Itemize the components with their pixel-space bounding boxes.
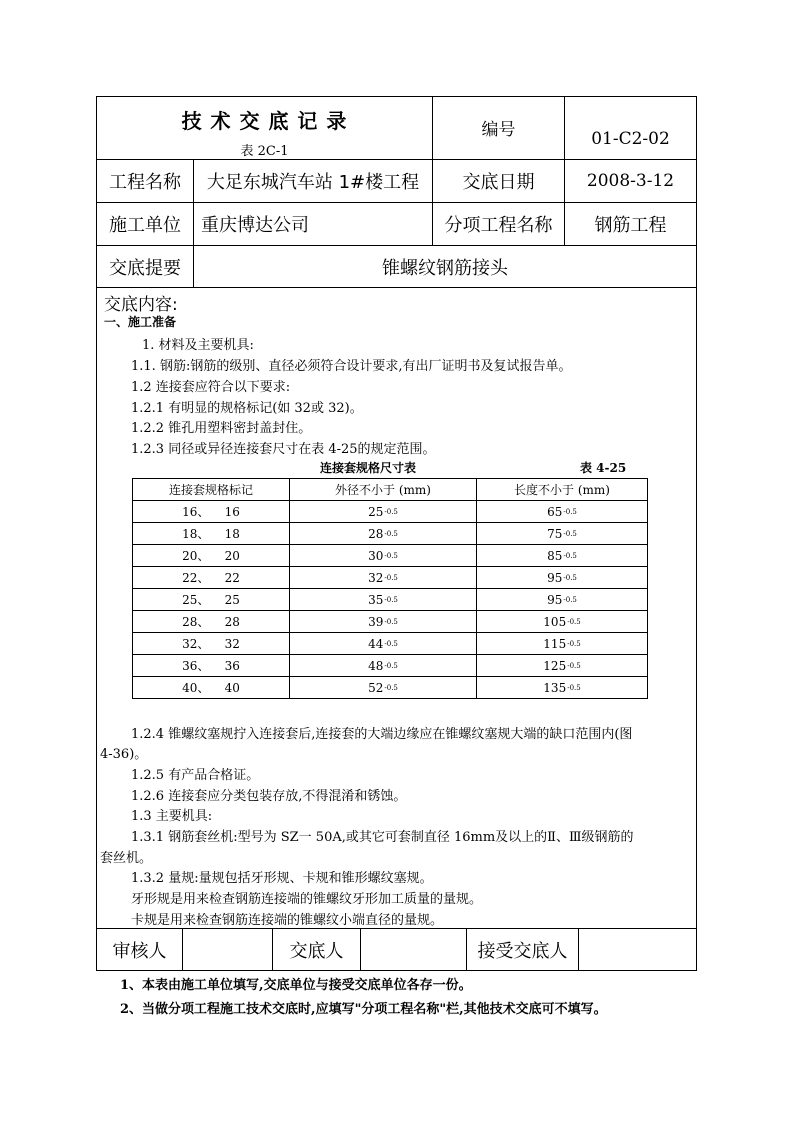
summary-value: 锥螺纹钢筋接头 [382,257,508,279]
content-line: 1.3 主要机具: [131,809,213,824]
number-value: 01-C2-02 [591,129,670,149]
date-value: 2008-3-12 [586,171,675,191]
outer-diameter: 32 [368,570,384,585]
summary-label: 交底提要 [109,257,181,279]
outer-diameter: 35 [368,592,384,607]
outer-diameter: 52 [368,680,384,695]
spec-cell [290,523,476,544]
outer-diameter: 30 [368,548,384,563]
spec-cell: 22、 22 [182,571,240,585]
content-heading: 交底内容: [104,295,178,315]
rule [647,478,648,699]
spec-cell [477,589,647,610]
frame-right [696,96,697,971]
spec-cell [477,677,647,698]
project-label: 工程名称 [109,172,181,193]
tolerance: -0.5 [384,595,398,604]
spec-cell [477,523,647,544]
discloser-label: 交底人 [289,940,344,962]
unit-value: 重庆博达公司 [201,215,309,236]
content-line: 牙形规是用来检查钢筋连接端的锥螺纹牙形加工质量的量规。 [131,892,483,907]
content-line: 1.2.1 有明显的规格标记(如 32或 32)。 [131,401,363,416]
tolerance: -0.5 [384,529,398,538]
rule [132,698,648,699]
tolerance: -0.5 [567,661,581,670]
form-code: 表 2C-1 [240,143,289,159]
spec-cell: 25、 25 [182,593,240,607]
tolerance: -0.5 [563,551,577,560]
footnote-2: 2、当做分项工程施工技术交底时,应填写"分项工程名称"栏,其他技术交底可不填写。 [120,1002,607,1017]
spec-cell [290,633,476,654]
length: 75 [547,526,563,541]
length: 125 [543,658,567,673]
reviewer-field[interactable] [183,929,272,970]
content-line: 1.2.2 锥孔用塑料密封盖封住。 [131,421,312,436]
spec-cell [477,567,647,588]
outer-diameter: 25 [368,504,384,519]
tolerance: -0.5 [567,683,581,692]
tolerance: -0.5 [384,551,398,560]
tolerance: -0.5 [384,639,398,648]
receiver-field[interactable] [579,929,696,970]
spec-cell [290,501,476,522]
content-line: 4-36)。 [100,747,148,762]
length: 135 [543,680,567,695]
spec-cell [477,545,647,566]
discloser-field[interactable] [361,929,466,970]
spec-cell [290,655,476,676]
tolerance: -0.5 [384,661,398,670]
tolerance: -0.5 [384,683,398,692]
table-number: 表 4-25 [580,461,627,475]
tolerance: -0.5 [567,639,581,648]
table-header: 外径不小于 (mm) [335,483,431,497]
spec-cell [290,589,476,610]
date-label: 交底日期 [462,172,535,193]
tolerance: -0.5 [384,507,398,516]
content-line: 1.1. 钢筋:钢筋的级别、直径必须符合设计要求,有出厂证明书及复试报告单。 [131,359,572,374]
tolerance: -0.5 [384,573,398,582]
unit-label: 施工单位 [109,215,181,236]
tolerance: -0.5 [563,595,577,604]
section-heading: 一、施工准备 [104,315,177,329]
length: 95 [547,570,563,585]
tolerance: -0.5 [384,617,398,626]
frame-bottom [96,970,697,971]
reviewer-label: 审核人 [112,940,167,962]
content-line: 套丝机。 [100,851,153,866]
content-line: 1.2.3 同径或异径连接套尺寸在表 4-25的规定范围。 [131,442,436,457]
outer-diameter: 44 [368,636,384,651]
spec-cell: 36、 36 [182,659,240,673]
spec-cell: 28、 28 [182,615,240,629]
tolerance: -0.5 [563,573,577,582]
table-header: 长度不小于 (mm) [514,483,610,497]
outer-diameter: 48 [368,658,384,673]
tolerance: -0.5 [563,529,577,538]
spec-cell [477,655,647,676]
spec-cell: 16、 16 [182,505,240,519]
content-line: 1. 材料及主要机具: [142,338,254,353]
length: 65 [547,504,563,519]
table-header: 连接套规格标记 [168,483,253,497]
tolerance: -0.5 [563,507,577,516]
length: 85 [547,548,563,563]
length: 105 [543,614,567,629]
content-line: 1.2.5 有产品合格证。 [131,768,260,783]
spec-cell [290,545,476,566]
footnote-1: 1、本表由施工单位填写,交底单位与接受交底单位各存一份。 [120,978,472,993]
spec-cell [477,501,647,522]
length: 95 [547,592,563,607]
frame-row4-bottom [96,287,697,288]
receiver-label: 接受交底人 [477,940,568,962]
content-line: 1.3.1 钢筋套丝机:型号为 SZ一 50A,或其它可套制直径 16mm及以上的Ⅱ、Ⅲ级钢筋的 [131,830,634,845]
spec-cell [290,611,476,632]
spec-cell [290,567,476,588]
outer-diameter: 28 [368,526,384,541]
table-caption: 连接套规格尺寸表 [320,461,417,475]
spec-cell: 18、 18 [182,527,240,541]
subitem-value: 钢筋工程 [594,215,667,236]
content-line: 1.2.6 连接套应分类包装存放,不得混淆和锈蚀。 [131,789,407,804]
content-line: 卡规是用来检查钢筋连接端的锥螺纹小端直径的量规。 [131,913,444,928]
spec-cell [477,633,647,654]
tolerance: -0.5 [567,617,581,626]
length: 115 [543,636,567,651]
spec-cell: 40、 40 [182,681,240,695]
spec-cell: 20、 20 [182,549,240,563]
spec-cell: 32、 32 [182,637,240,651]
content-line: 1.2.4 锥螺纹塞规拧入连接套后,连接套的大端边缘应在锥螺纹塞规大端的缺口范围内(图 [131,727,633,742]
frame-top [96,96,697,97]
content-line: 1.2 连接套应符合以下要求: [131,380,291,395]
number-label: 编号 [481,119,516,140]
subitem-label: 分项工程名称 [444,215,553,236]
content-line: 1.3.2 量规:量规包括牙形规、卡规和锥形螺纹塞规。 [131,871,433,886]
spec-cell [290,677,476,698]
spec-table [132,478,648,699]
document-title: 技 术 交 底 记 录 [181,108,348,133]
project-value: 大足东城汽车站 1#楼工程 [206,172,420,193]
outer-diameter: 39 [368,614,384,629]
spec-cell [477,611,647,632]
